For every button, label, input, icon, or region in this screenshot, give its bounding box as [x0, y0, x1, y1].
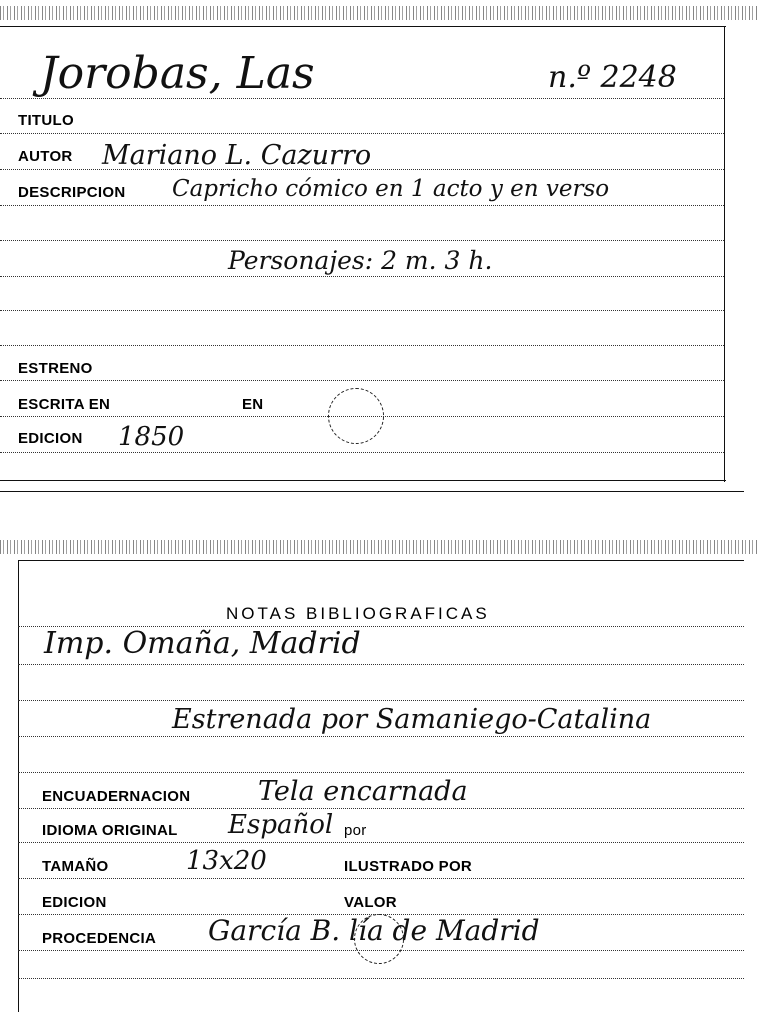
label-autor: AUTOR: [18, 148, 73, 165]
card-top-border: [18, 560, 744, 561]
rule: [0, 98, 724, 99]
label-titulo: TITULO: [18, 112, 74, 129]
note-2: Estrenada por Samaniego-Catalina: [172, 704, 652, 735]
rule: [0, 240, 724, 241]
card-right-border: [724, 26, 725, 482]
label-escrita-en: ESCRITA EN: [18, 396, 111, 413]
value-autor: Mariano L. Cazurro: [102, 140, 372, 171]
label-en: EN: [242, 396, 264, 413]
catalog-card-bottom: [0, 534, 759, 1028]
card-edge: [0, 491, 744, 492]
value-descripcion: Capricho cómico en 1 acto y en verso: [172, 176, 610, 202]
label-estreno: ESTRENO: [18, 360, 93, 377]
value-idioma: Español: [228, 810, 334, 840]
value-tamano: 13x20: [186, 846, 267, 876]
label-valor: VALOR: [344, 894, 397, 911]
punch-hole-stamp: [328, 388, 384, 444]
catalog-number: n.º 2248: [548, 60, 677, 95]
label-procedencia: PROCEDENCIA: [42, 930, 157, 947]
label-idioma-original: IDIOMA ORIGINAL: [42, 822, 178, 839]
punch-hole-stamp: [354, 914, 404, 964]
rule: [18, 842, 744, 843]
card-left-border: [18, 560, 19, 1012]
rule: [18, 978, 744, 979]
value-encuadernacion: Tela encarnada: [258, 776, 468, 807]
rule: [0, 276, 724, 277]
value-edicion: 1850: [118, 422, 185, 452]
rule: [18, 878, 744, 879]
card-top-border: [0, 26, 726, 27]
label-encuadernacion: ENCUADERNACION: [42, 788, 191, 805]
label-edicion: EDICION: [18, 430, 83, 447]
rule: [0, 310, 724, 311]
rule: [18, 700, 744, 701]
label-edicion-2: EDICION: [42, 894, 107, 911]
catalog-card-top: [0, 0, 759, 492]
rule: [18, 772, 744, 773]
rule: [18, 808, 744, 809]
value-personajes: Personajes: 2 m. 3 h.: [228, 246, 493, 275]
rule: [0, 345, 724, 346]
notes-heading: NOTAS BIBLIOGRAFICAS: [226, 604, 490, 623]
rule: [18, 950, 744, 951]
rule: [0, 169, 724, 170]
rule: [0, 205, 724, 206]
card-bottom-border: [0, 480, 726, 481]
title-handwritten: Jorobas, Las: [40, 48, 315, 99]
label-descripcion: DESCRIPCION: [18, 184, 126, 201]
scan-noise-top: [0, 6, 759, 20]
label-tamano: TAMAÑO: [42, 858, 109, 875]
scan-noise-bottom: [0, 540, 759, 554]
label-por: por: [344, 822, 367, 839]
value-procedencia: García B. lía de Madrid: [208, 914, 540, 947]
label-ilustrado-por: ILUSTRADO POR: [344, 858, 473, 875]
rule: [0, 452, 724, 453]
note-1: Imp. Omaña, Madrid: [44, 626, 361, 661]
rule: [0, 133, 724, 134]
rule: [18, 664, 744, 665]
rule: [0, 380, 724, 381]
rule: [18, 736, 744, 737]
